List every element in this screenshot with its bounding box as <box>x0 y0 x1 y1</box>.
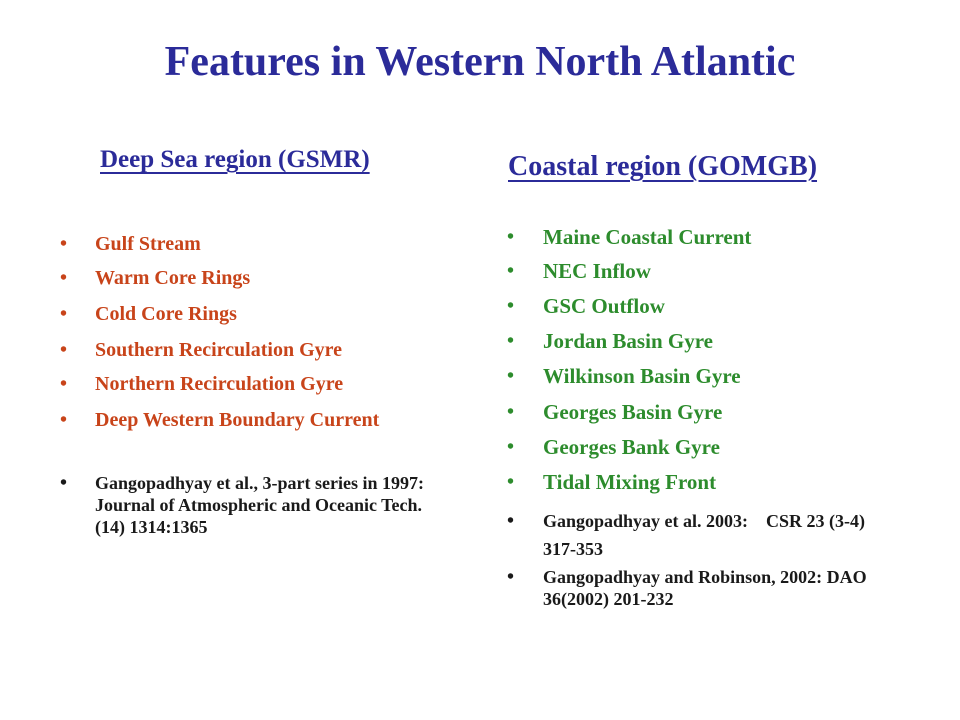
bullet-icon: • <box>507 295 515 317</box>
reference-item: • Gangopadhyay et al., 3-part series in 1997: Journal of Atmospheric and Oceanic Tech. (14) 1314:1365 <box>60 472 425 537</box>
bullet-icon: • <box>60 303 68 325</box>
list-item: • Maine Coastal Current <box>507 225 752 249</box>
bullet-icon: • <box>507 566 515 588</box>
list-item: • Tidal Mixing Front <box>507 470 717 494</box>
bullet-icon: • <box>60 409 68 431</box>
deep-sea-heading: Deep Sea region (GSMR) <box>100 146 370 173</box>
bullet-icon: • <box>60 472 68 494</box>
bullet-icon: • <box>507 260 515 282</box>
list-item: • Warm Core Rings <box>60 267 251 289</box>
list-item: • GSC Outflow <box>507 294 665 318</box>
list-item: • Wilkinson Basin Gyre <box>507 364 741 388</box>
list-item: • NEC Inflow <box>507 259 651 283</box>
bullet-icon: • <box>507 226 515 248</box>
bullet-icon: • <box>60 233 68 255</box>
list-item: • Georges Basin Gyre <box>507 400 723 424</box>
reference-item: • Gangopadhyay et al. 2003: CSR 23 (3-4) 317-353 <box>543 507 883 563</box>
coastal-heading: Coastal region (GOMGB) <box>508 151 818 182</box>
list-item: • Cold Core Rings <box>60 303 237 325</box>
bullet-icon: • <box>507 330 515 352</box>
bullet-icon: • <box>507 510 515 532</box>
list-item: • Georges Bank Gyre <box>507 435 720 459</box>
bullet-icon: • <box>507 401 515 423</box>
slide-title: Features in Western North Atlantic <box>164 39 796 85</box>
list-item: • Jordan Basin Gyre <box>507 329 713 353</box>
bullet-icon: • <box>507 471 515 493</box>
list-item: • Southern Recirculation Gyre <box>60 339 343 361</box>
bullet-icon: • <box>60 267 68 289</box>
list-item: • Northern Recirculation Gyre <box>60 373 344 395</box>
bullet-icon: • <box>60 339 68 361</box>
list-item: • Gulf Stream <box>60 233 201 255</box>
bullet-icon: • <box>507 365 515 387</box>
reference-item: • Gangopadhyay and Robinson, 2002: DAO 36(2002) 201-232 <box>507 566 867 609</box>
bullet-icon: • <box>60 373 68 395</box>
bullet-icon: • <box>507 436 515 458</box>
list-item: • Deep Western Boundary Current <box>60 409 380 431</box>
